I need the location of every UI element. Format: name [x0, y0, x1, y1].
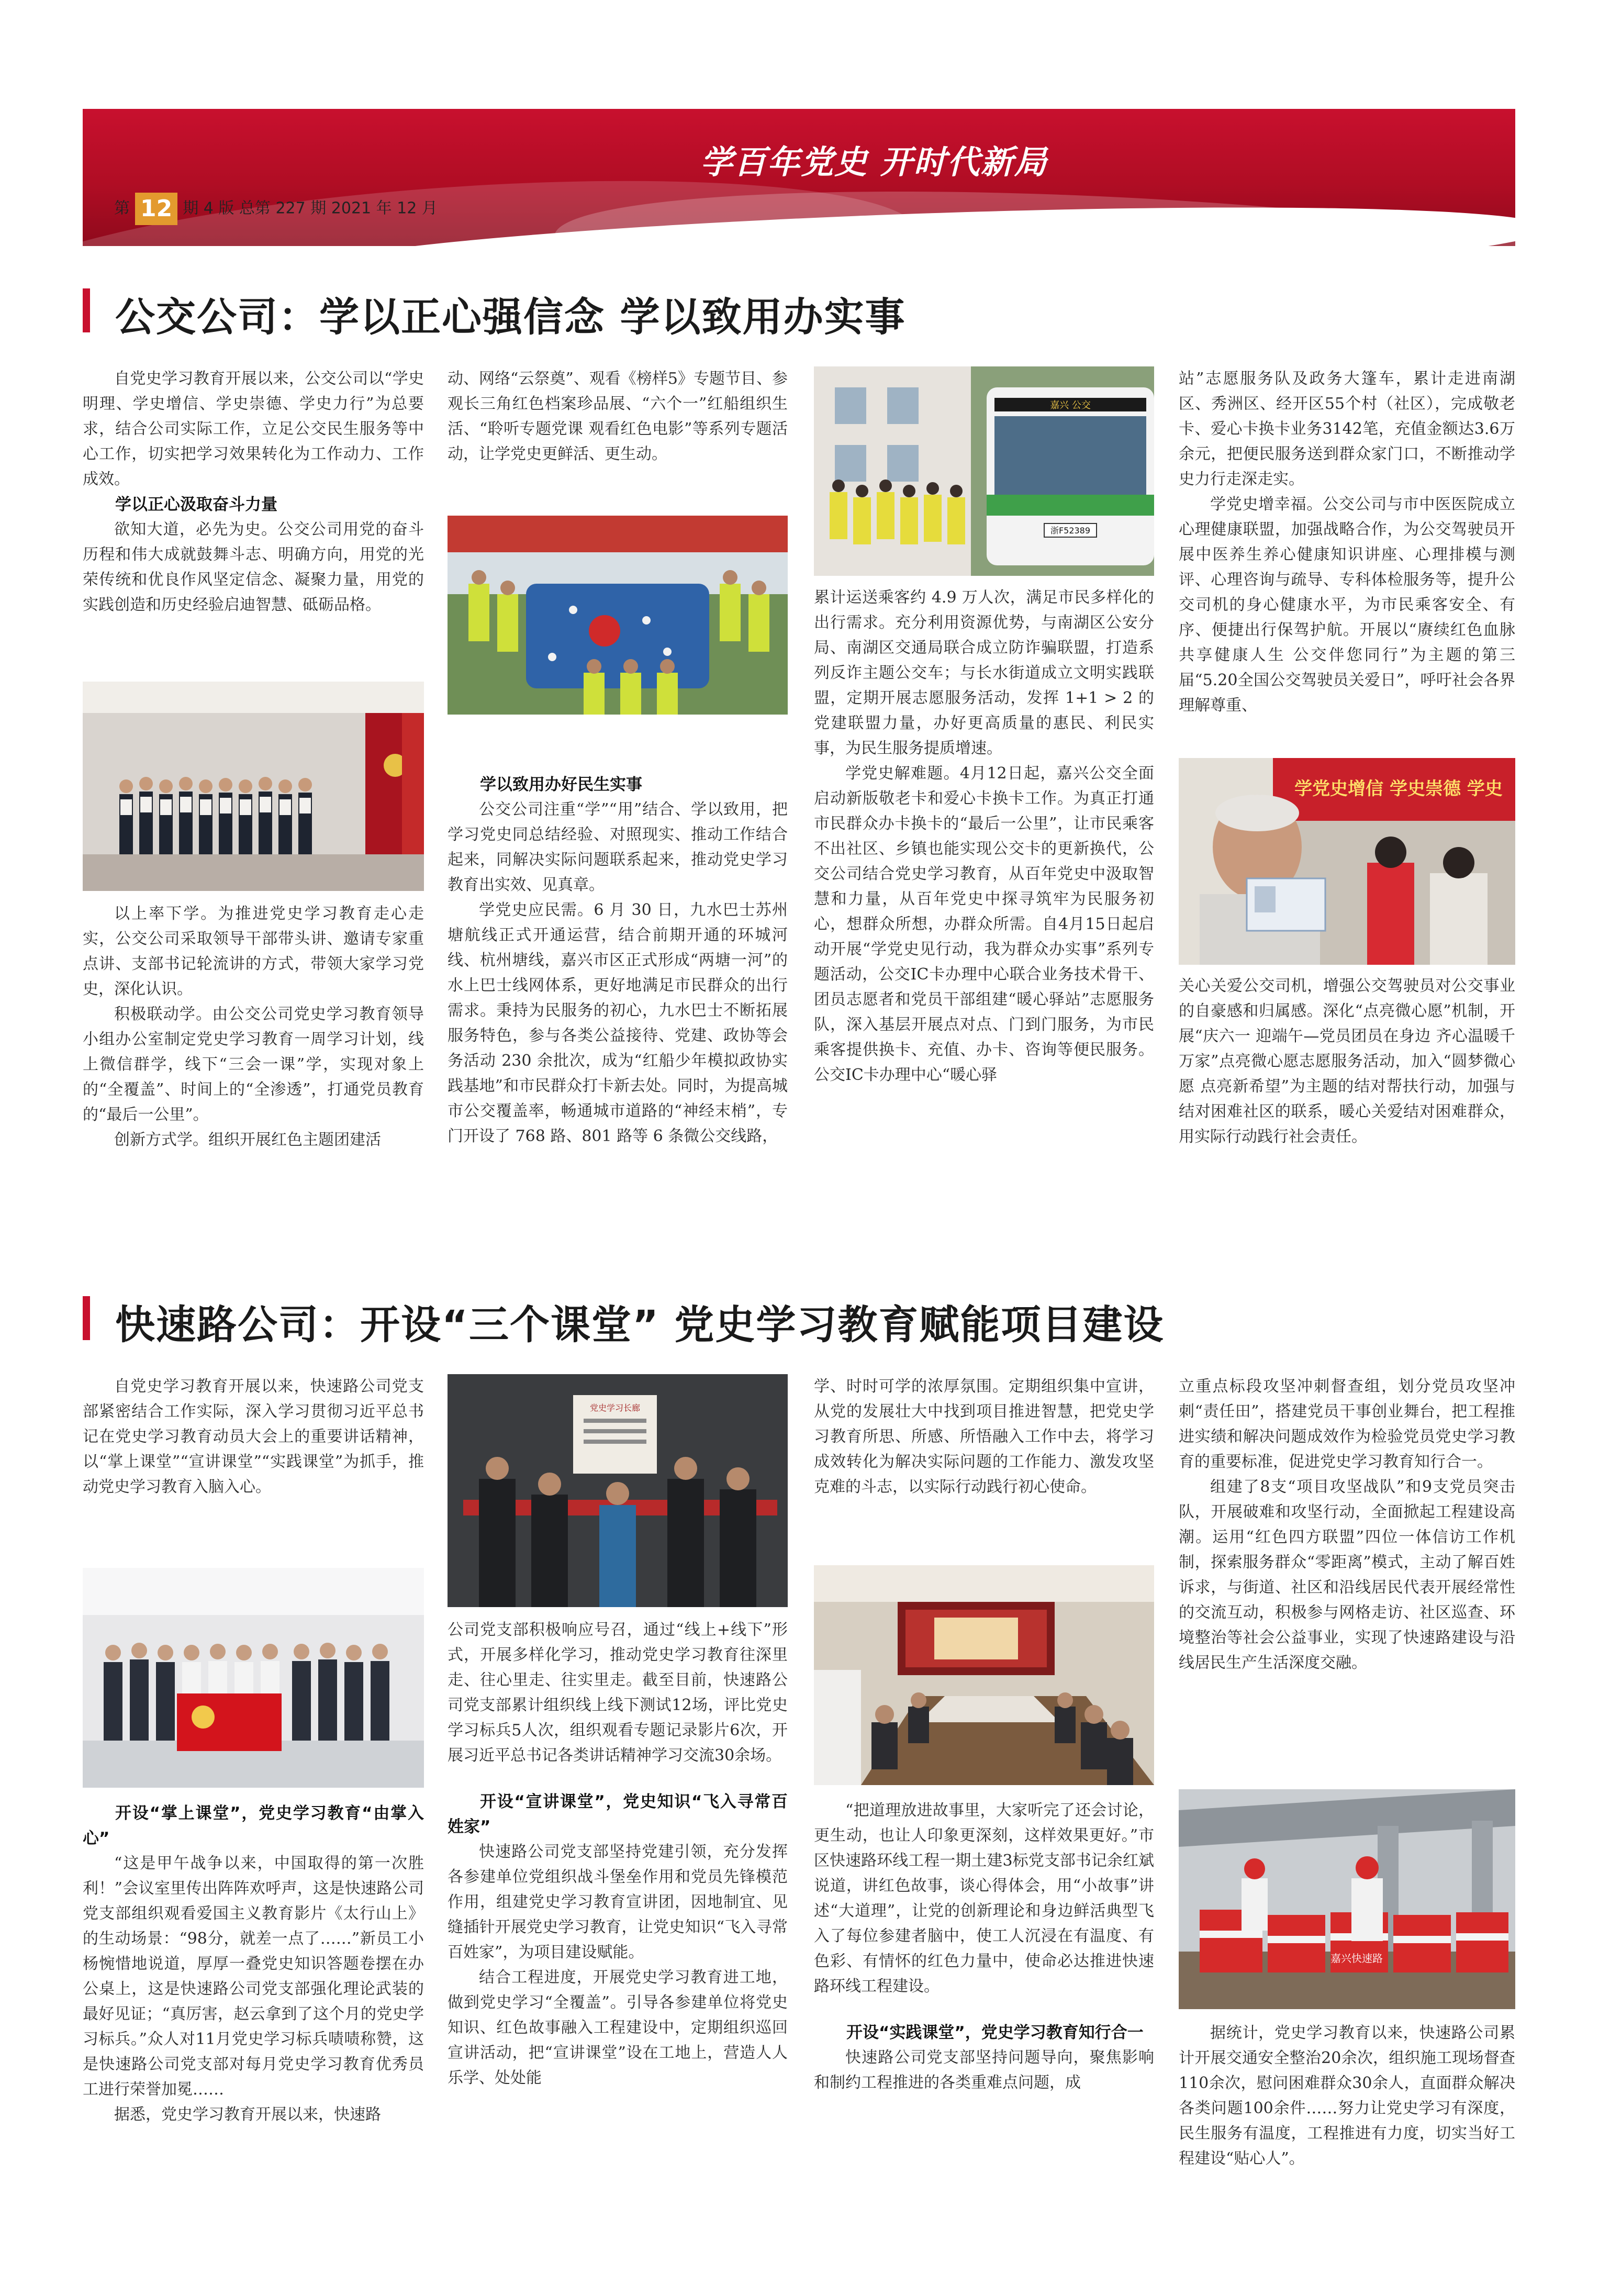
exhibit-title: 党史学习长廊 — [589, 1403, 641, 1413]
subheading: 学以致用办好民生实事 — [480, 775, 642, 794]
section1-col1-top — [83, 366, 424, 670]
section1-col2-top — [448, 366, 788, 505]
paragraph: 学、时时可学的浓厚氛围。定期组织集中宣讲，从党的发展壮大中找到项目推进智慧，把党史学习教育所思、所感、所悟融入工作中去，将学习成效转化为解决实际问题的工作能力、激发攻坚克难的斗志，以实际行动践行初心使命。 — [814, 1377, 1154, 1496]
paragraph: 组建了8支“项目攻坚战队”和9支党员突击队，开展破难和攻坚行动，全面掀起工程建设高潮。运用“红色四方联盟”四位一体信访工作机制，探索服务群众“零距离”模式，主动了解百姓诉求，与街道、社区和沿线居民代表开展经常性的交流互动，积极参与网格走访、社区巡查、环境整治等社会公益事业，实现了快速路建设与沿线居民生产生活深度交融。 — [1179, 1478, 1515, 1672]
paragraph: 据统计，党史学习教育以来，快速路公司累计开展交通安全整治20余次，组织施工现场督查110余次，慰问困难群众30余人，直面群众解决各类问题100余件……努力让党史学习有深度，民生服务有温度，工程推进有力度，切实当好工程建设“贴心人”。 — [1179, 2024, 1515, 2168]
paragraph: 创新方式学。组织开展红色主题团建活 — [114, 1131, 381, 1149]
paragraph: 动、网络“云祭奠”、观看《榜样5》专题节目、参观长三角红色档案珍品展、“六个一”红船组织生活、“聆听专题党课 观看红色电影”等系列专题活动，让学党史更鲜活、更生动。 — [448, 370, 788, 463]
paragraph: 快速路公司党支部坚持问题导向，聚焦影响和制约工程推进的各类重难点问题，成 — [814, 2048, 1154, 2092]
photo-exhibition-visit — [448, 1374, 788, 1607]
section2-col3-bottom — [814, 1798, 1154, 2261]
section1-col1-bottom — [83, 901, 424, 1226]
paragraph: 积极联动学。由公交公司党史学习教育领导小组办公室制定党史学习教育一周学习计划，线上微信群学，线下“三会一课”学，实现对象上的“全覆盖”、时间上的“全渗透”，打通党员教育的“最后一公里”。 — [83, 1005, 424, 1124]
paragraph: 学党史应民需。6 月 30 日，九水巴士苏州塘航线正式开通运营，结合前期开通的环城河线、杭州塘线，嘉兴市区正式形成“两塘一河”的水上巴士线网体系，更好地满足市民群众的出行需求。秉持为民服务的初心，九水巴士不断拓展服务特色，参与各类公益接待、党建、政协等会务活动 230 余批次，成为“红船少年模拟政协实践基地”和市民群众打卡新去处。同时，为提高城市公交覆盖率，畅通城市道路的“神经末梢”，专门开设了 768 路、801 路等 6 条微公交线路， — [448, 901, 788, 1145]
photo-meeting-room — [814, 1565, 1154, 1785]
issue-number: 12 — [135, 193, 177, 225]
bus-plate: 浙F52389 — [1050, 526, 1091, 536]
paragraph: 自党史学习教育开展以来，公交公司以“学史明理、学史增信、学史崇德、学史力行”为总要求，结合公司实际工作，立足公交民生服务等中心工作，切实把学习效果转化为工作动力、工作成效。 — [83, 370, 424, 488]
bus-led: 嘉兴 公交 — [1050, 400, 1091, 411]
subheading: 学以正心汲取奋斗力量 — [115, 495, 277, 514]
paragraph: 据悉，党史学习教育开展以来，快速路 — [114, 2105, 381, 2124]
subheading: 开设“掌上课堂”，党史学习教育“由掌入心” — [83, 1804, 424, 1848]
paragraph: 学党史增幸福。公交公司与市中医医院成立心理健康联盟，加强战略合作，为公交驾驶员开展中医养生养心健康知识讲座、心理排模与测评、心理咨询与疏导、专科体检服务等，提升公交司机的身心健康水平，为市民乘客安全、有序、便捷出行保驾护航。开展以“赓续红色血脉 共享健康人生 公交伴您同行”为主题的第三届“5.20全国公交驾驶员关爱日”，呼吁社会各界理解尊重、 — [1179, 495, 1515, 715]
paragraph: “把道理放进故事里，大家听完了还会讨论，更生动，也让人印象更深刻，这样效果更好。”市区快速路环线工程一期土建3标党支部书记余红斌说道，讲红色故事，谈心得体会，用“小故事”讲述“大道理”，让党的创新理论和身边鲜活典型飞入了每位参建者脑中，使工人沉浸在有温度、有色彩、有情怀的红色力量中，使命必达推进快速路环线工程建设。 — [814, 1801, 1154, 1996]
paragraph: 自党史学习教育开展以来，快速路公司党支部紧密结合工作实际，深入学习贯彻习近平总书记在党史学习教育动员大会上的重要讲话精神，以“掌上课堂”“宣讲课堂”“实践课堂”为抓手，推动党史学习教育入脑入心。 — [83, 1377, 424, 1496]
paragraph: 学党史解难题。4月12日起，嘉兴公交全面启动新版敬老卡和爱心卡换卡工作。为真正打通市民群众办卡换卡的“最后一公里”，让市民乘客不出社区、乡镇也能实现公交卡的更新换代，公交公司结合党史学习教育，从百年党史中汲取智慧和力量，从百年党史中探寻筑牢为民服务初心，想群众所想，办群众所需。自4月15日起启动开展“学党史见行动，我为群众办实事”系列专题活动，公交IC卡办理中心联合业务技术骨干、团员志愿者和党员干部组建“暖心驿站”志愿服务队，深入基层开展点对点、门到门服务，为市民乘客提供换卡、充值、办卡、咨询等便民服务。公交IC卡办理中心“暖心驿 — [814, 764, 1154, 1084]
paragraph: 欲知大道，必先为史。公交公司用党的奋斗历程和伟大成就鼓舞斗志、明确方向，用党的光荣传统和优良作风坚定信念、凝聚力量，用党的实践创造和历史经验启迪智慧、砥砺品格。 — [83, 520, 424, 614]
paragraph: 立重点标段攻坚冲刺督查组，划分党员攻坚冲刺“责任田”，搭建党员干事创业舞台，把工程推进实绩和解决问题成效作为检验党员党史学习教育的重要标准，促进党史学习教育知行合一。 — [1179, 1377, 1515, 1471]
photo-elder-card — [1179, 758, 1515, 965]
paragraph: 关心关爱公交司机，增强公交驾驶员对公交事业的自豪感和归属感。深化“点亮微心愿”机制，开展“庆六一 迎端午—党员团员在身边 齐心温暖千万家”点亮微心愿志愿服务活动，加入“圆梦微心愿 点亮新希望”为主题的结对帮扶行动，加强与结对困难社区的联系，暖心关爱结对困难群众，用实际行动践行社会责任。 — [1179, 977, 1515, 1146]
paragraph: 以上率下学。为推进党史学习教育走心走实，公交公司采取领导干部带头讲、邀请专家重点讲、支部书记轮流讲的方式，带领大家学习党史，深化认识。 — [83, 905, 424, 998]
section2-col2 — [448, 1618, 788, 2261]
section1-col4-bottom — [1179, 974, 1515, 1228]
heading-bar — [83, 1296, 90, 1340]
issue-prefix: 第 — [114, 199, 130, 218]
section2-col3-top — [814, 1374, 1154, 1552]
heading-bar — [83, 288, 90, 332]
section2-col1-bottom — [83, 1801, 424, 2261]
section1-heading — [83, 285, 1515, 340]
section2-title: 快速路公司：开设“三个课堂” 党史学习教育赋能项目建设 — [115, 1301, 1165, 1348]
photo-bus-volunteers — [814, 366, 1154, 576]
barrier-text: 嘉兴快速路 — [1330, 1952, 1383, 1965]
section1-col3 — [814, 585, 1154, 1227]
section1-col4-top — [1179, 366, 1515, 751]
photo-red-map-team — [448, 516, 788, 715]
section2-col4-bottom — [1179, 2021, 1515, 2261]
paragraph: “这是甲午战争以来，中国取得的第一次胜利！”会议室里传出阵阵欢呼声，这是快速路公司党支部组织观看爱国主义教育影片《太行山上》的生动场景：“98分，就差一点了……”新员工小杨惋惜地说道，厚厚一叠党史知识答题卷摆在办公桌上，这是快速路公司党支部强化理论武装的最好见证；“真厉害，赵云拿到了这个月的党史学习标兵。”众人对11月党史学习标兵啧啧称赞，这是快速路公司党支部对每月党史学习教育优秀员工进行荣誉加冕…… — [83, 1854, 424, 2099]
photo-group-flag — [83, 1568, 424, 1788]
section2-col4-top — [1179, 1374, 1515, 1780]
issue-info — [114, 193, 438, 225]
section2-col1-top — [83, 1374, 424, 1555]
section1-title: 公交公司：学以正心强信念 学以致用办实事 — [115, 294, 906, 340]
paragraph: 公司党支部积极响应号召，通过“线上+线下”形式，开展多样化学习，推动党史学习教育往深里走、往心里走、往实里走。截至目前，快速路公司党支部累计组织线上线下测试12场，评比党史学习标兵5人次，组织观看专题记录影片6次，开展习近平总书记各类讲话精神学习交流30余场。 — [448, 1621, 788, 1765]
issue-suffix: 期 4 版 总第 227 期 2021 年 12 月 — [183, 199, 438, 218]
paragraph: 结合工程进度，开展党史学习教育进工地，做到党史学习“全覆盖”。引导各参建单位将党史知识、红色故事融入工程建设中，定期组织巡回宣讲活动，把“宣讲课堂”设在工地上，营造人人乐学、处处能 — [448, 1968, 788, 2087]
photo-construction-site — [1179, 1789, 1515, 2009]
header-banner — [83, 109, 1515, 246]
section1-col2-bottom — [448, 772, 788, 1228]
wall-banner-text: 学党史增信 学史崇德 学史 — [1294, 778, 1503, 799]
photo-party-oath — [83, 682, 424, 891]
banner-title: 学百年党史 开时代新局 — [700, 143, 1048, 181]
paragraph: 公交公司注重“学”“用”结合、学以致用，把学习党史同总结经验、对照现实、推动工作结合起来，同解决实际问题联系起来，推动党史学习教育出实效、见真章。 — [448, 800, 788, 894]
section2-heading — [83, 1293, 1515, 1348]
subheading: 开设“宣讲课堂”，党史知识“飞入寻常百姓家” — [448, 1792, 788, 1836]
subheading: 开设“实践课堂”，党史学习教育知行合一 — [846, 2023, 1144, 2042]
paragraph: 快速路公司党支部坚持党建引领，充分发挥各参建单位党组织战斗堡垒作用和党员先锋模范作用，组建党史学习教育宣讲团，因地制宜、见缝插针开展党史学习教育，让党史知识“飞入寻常百姓家”，为项目建设赋能。 — [448, 1843, 788, 1961]
paragraph: 累计运送乘客约 4.9 万人次，满足市民多样化的出行需求。充分利用资源优势，与南湖区公安分局、南湖区交通局联合成立防诈骗联盟，打造系列反诈主题公交车；与长水街道成立文明实践联盟，定期开展志愿服务活动，发挥 1+1 > 2 的党建联盟力量，办好更高质量的惠民、利民实事，为民生服务提质增速。 — [814, 588, 1154, 757]
paragraph: 站”志愿服务队及政务大篷车，累计走进南湖区、秀洲区、经开区55个村（社区），完成敬老卡、爱心卡换卡业务3142笔，充值金额达3.6万余元，把便民服务送到群众家门口，不断推动学史力行走深走实。 — [1179, 370, 1515, 488]
